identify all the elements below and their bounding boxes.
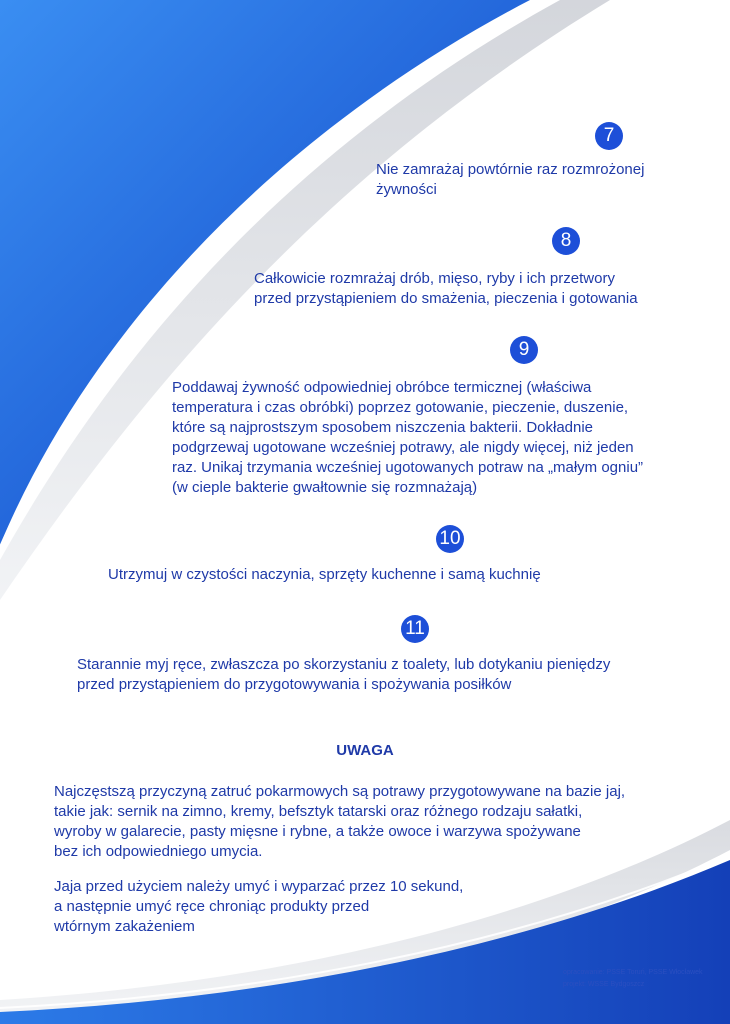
step-text-10 [108,565,541,585]
credits-authors: opracowanie: PSSE Toruń, PSSE Włocławek [563,969,703,976]
warning-line: Najczęstszą przyczyną zatruć pokarmowych są potrawy przygotowywane na bazie jaj, [54,783,626,800]
credits-design: projekt: WSSE Bydgoszcz [563,981,645,988]
warning-line: takie jak: sernik na zimno, kremy, befsztyk tatarski oraz różnego rodzaju sałatki, [54,803,583,820]
warning-line: Jaja przed użyciem należy umyć i wyparzać przez 10 sekund, [54,878,464,895]
step-text-11 [77,655,610,695]
step-number-11: 11 [401,615,429,643]
step-9-line: temperatura i czas obróbki) poprzez gotowanie, pieczenie, duszenie, [172,399,629,416]
warning-paragraph-1 [54,782,625,862]
warning-heading: UWAGA [336,742,394,759]
warning-paragraph-2 [54,877,463,937]
step-8-line: przed przystąpieniem do smażenia, pieczenia i gotowania [254,290,638,307]
step-9-line: podgrzewaj ugotowane wcześniej potrawy, ale nigdy więcej, niż jeden [172,439,634,456]
step-11-line: Starannie myj ręce, zwłaszcza po skorzystaniu z toalety, lub dotykaniu pieniędzy [77,656,611,673]
warning-line: wyroby w galarecie, pasty mięsne i rybne, a także owoce i warzywa spożywane [54,823,581,840]
step-9-line: które są najprostszym sposobem niszczenia bakterii. Dokładnie [172,419,594,436]
step-text-8 [254,269,638,309]
step-9-line: Poddawaj żywność odpowiedniej obróbce termicznej (właściwa [172,379,592,396]
step-11-line: przed przystąpieniem do przygotowywania i spożywania posiłków [77,676,512,693]
step-number-10: 10 [436,525,464,553]
step-8-line: Całkowicie rozmrażaj drób, mięso, ryby i ich przetwory [254,270,615,287]
step-9-line: (w cieple bakterie gwałtownie się rozmnażają) [172,479,478,496]
step-number-8: 8 [552,227,580,255]
step-text-9 [172,378,643,498]
step-7-line: żywności [376,181,437,198]
credits [563,967,703,991]
warning-line: bez ich odpowiedniego umycia. [54,843,263,860]
step-10-line: Utrzymuj w czystości naczynia, sprzęty kuchenne i samą kuchnię [108,566,541,583]
step-7-line: Nie zamrażaj powtórnie raz rozmrożonej [376,161,645,178]
step-number-7: 7 [595,122,623,150]
step-number-9: 9 [510,336,538,364]
warning-line: a następnie umyć ręce chroniąc produkty przed [54,898,370,915]
warning-line: wtórnym zakażeniem [54,918,195,935]
step-9-line: raz. Unikaj trzymania wcześniej ugotowanych potraw na „małym ogniu” [172,459,644,476]
step-text-7 [376,160,644,200]
